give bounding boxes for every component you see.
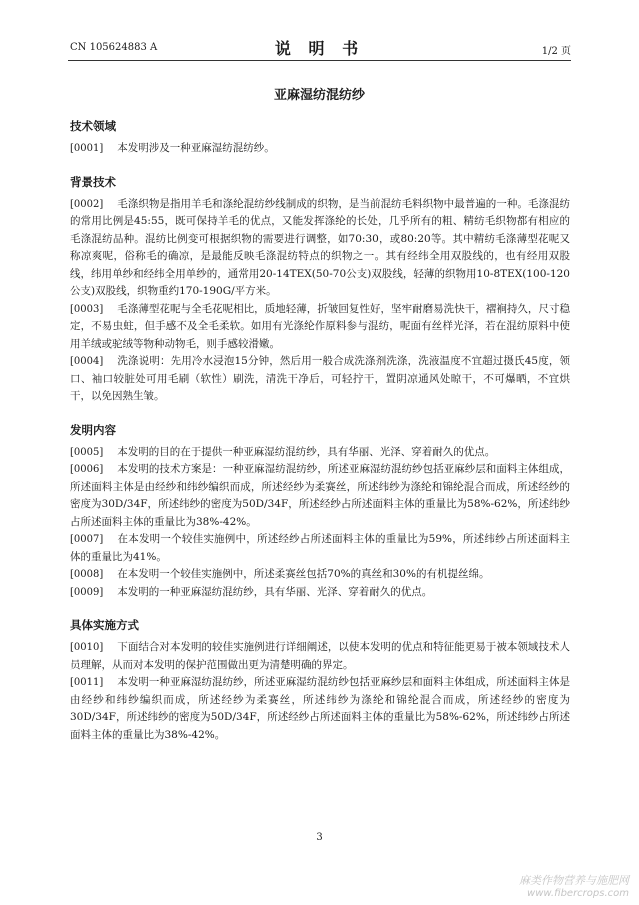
paragraph-number: [0005]: [70, 446, 104, 458]
section-header: 说 明 书: [274, 39, 365, 58]
paragraph-text: 毛涤织物是指用羊毛和涤纶混纺纱线制成的织物，是当前混纺毛料织物中最普遍的一种。毛涤混纺的常用比例是45:55，既可保持羊毛的优点，又能发挥涤纶的长处，几乎所有的粗、精纺毛织物都有相应的毛涤混纺品种。混纺比例变可根据织物的需要进行调整，如70:30，或80:20等。其中精纺毛涤薄型花呢又称凉爽呢，俗称毛的确凉，是最能反映毛涤混纺特点的织物之一。其有经纬全用双股线的，也有经用双股线，纬用单纱和经纬全用单纱的，通常用20-14TEX(50-70公支)双股线，轻薄的织物用10-8TEX(100-120公支)双股线，织物重约170-190G/平方米。: [70, 197, 570, 297]
section-heading: 背景技术: [70, 174, 116, 189]
paragraph: [70, 674, 570, 744]
paragraph: [70, 196, 570, 301]
document-body: [70, 118, 570, 744]
paragraph-text: 本发明的目的在于提供一种亚麻湿纺混纺纱，具有华丽、光泽、穿着耐久的优点。: [117, 445, 496, 458]
site-watermark: [519, 872, 629, 899]
paragraph-number: [0002]: [70, 198, 104, 210]
paragraph-number: [0010]: [70, 642, 104, 653]
page-indicator: 1/2 页: [541, 46, 571, 57]
paragraph: [70, 639, 570, 674]
document-title: 亚麻湿纺混纺纱: [273, 88, 365, 103]
paragraph-number: [0007]: [70, 534, 104, 545]
paragraph-text: 下面结合对本发明的较佳实施例进行详细阐述，以使本发明的优点和特征能更易于被本领域技术人员理解，从而对本发明的保护范围做出更为清楚明确的界定。: [70, 641, 570, 671]
paragraph: [70, 531, 570, 566]
watermark-url: www.fibercrops.com: [527, 888, 629, 899]
paragraph-number: [0011]: [70, 677, 104, 688]
paragraph: [70, 301, 570, 354]
paragraph-text: 本发明的一种亚麻湿纺混纺纱，具有华丽、光泽、穿着耐久的优点。: [117, 585, 433, 598]
paragraph: [70, 444, 570, 462]
paragraph: [70, 584, 570, 602]
paragraph-number: [0009]: [70, 586, 104, 598]
patent-number: CN 105624883 A: [70, 42, 158, 53]
paragraph-number: [0001]: [70, 143, 104, 154]
paragraph-number: [0006]: [70, 464, 104, 475]
page-number: 3: [316, 832, 323, 843]
paragraph: [70, 566, 570, 584]
paragraph-text: 在本发明一个较佳实施例中，所述柔赛丝包括70%的真丝和30%的有机提丝绵。: [117, 568, 490, 580]
paragraph: [70, 353, 570, 406]
paragraph-number: [0008]: [70, 569, 104, 580]
section-heading: 具体实施方式: [70, 618, 139, 632]
paragraph-text: 毛涤薄型花呢与全毛花呢相比，质地轻薄，折皱回复性好，坚牢耐磨易洗快干，褶裥持久，尺寸稳定，不易虫蛀，但手感不及全毛柔软。如用有光涤纶作原料参与混纺，呢面有丝样光泽，若在混纺原料中使用羊绒或驼绒等物种动物毛，则手感较滑嫩。: [70, 302, 570, 350]
section-heading: 技术领域: [70, 119, 116, 133]
paragraph-number: [0004]: [70, 356, 104, 367]
header-divider: [68, 60, 571, 61]
paragraph-text: 在本发明一个较佳实施例中，所述经纱占所述面料主体的重量比为59%，所述纬纱占所述面料主体的重量比为41%。: [70, 533, 570, 563]
paragraph-text: 本发明涉及一种亚麻湿纺混纺纱。: [117, 142, 275, 154]
paragraph: [70, 140, 570, 158]
paragraph-text: 本发明的技术方案是：一种亚麻湿纺混纺纱，所述亚麻湿纺混纺纱包括亚麻纱层和面料主体组成，所述面料主体是由经纱和纬纱编织而成，所述经纱为柔赛丝，所述纬纱为涤纶和锦纶混合而成，所述经纱的密度为30D/34F，所述纬纱的密度为50D/34F，所述经纱占所述面料主体的重量比为58%-62%，所述纬纱占所述面料主体的重量比为38%-42%。: [70, 463, 570, 528]
section-heading: 发明内容: [70, 422, 116, 437]
watermark-site-name: 麻类作物营养与施肥网: [519, 874, 629, 887]
paragraph: [70, 461, 570, 531]
paragraph-number: [0003]: [70, 303, 104, 315]
paragraph-text: 洗涤说明：先用冷水浸泡15分钟，然后用一般合成洗涤剂洗涤，洗液温度不宜超过摄氏45度，领口、袖口较脏处可用毛刷（软性）刷洗，清洗干净后，可轻拧干，置阴凉通风处晾干，不可爆晒，不宜烘干，以免因熟生皱。: [70, 355, 570, 402]
paragraph-text: 本发明一种亚麻湿纺混纺纱，所述亚麻湿纺混纺纱包括亚麻纱层和面料主体组成，所述面料主体是由经纱和纬纱编织而成，所述经纱为柔赛丝，所述纬纱为涤纶和锦纶混合而成，所述经纱的密度为30D/34F，所述纬纱的密度为50D/34F，所述经纱占所述面料主体的重量比为58%-62%，所述纬纱占所述面料主体的重量比为38%-42%。: [70, 676, 570, 741]
